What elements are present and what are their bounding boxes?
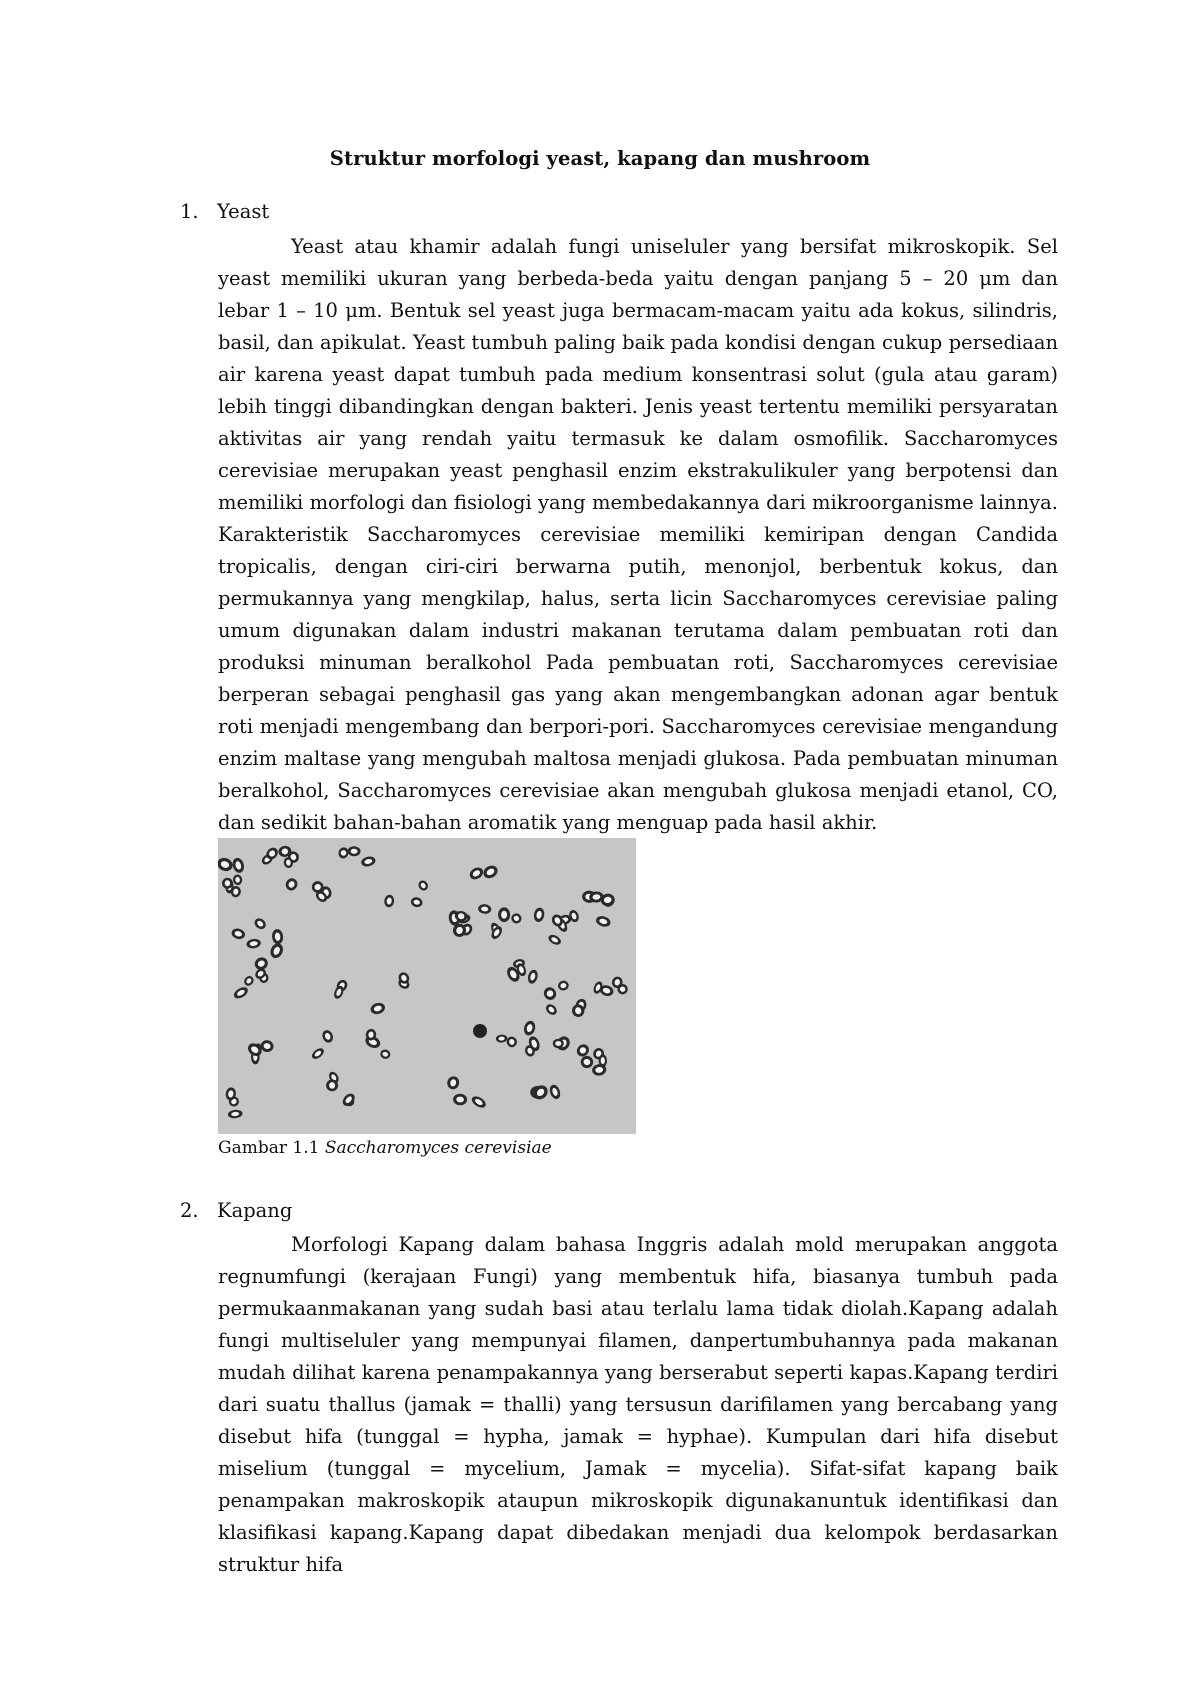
paragraph-kapang: Morfologi Kapang dalam bahasa Inggris adalah mold merupakan anggota regnumfungi (kerajaan Fungi) yang membentuk hifa, biasanya tumbuh pada permukaanmakanan yang sudah basi atau terlalu lama tidak diolah.Kapang adalah fungi multiseluler yang mempunyai filamen, danpertumbuhannya pada makanan mudah dilihat karena penampakannya yang berserabut seperti kapas.Kapang terdiri dari suatu thallus (jamak = thalli) yang tersusun darifilamen yang bercabang yang disebut hifa (tunggal = hypha, jamak = hyphae). Kumpulan dari hifa disebut miselium (tunggal = mycelium, Jamak = mycelia). Sifat-sifat kapang baik penampakan makroskopik ataupun mikroskopik digunakanuntuk identifikasi dan klasifikasi kapang.Kapang dapat dibedakan menjadi dua kelompok berdasarkan struktur hifa bbox=[218, 1233, 1058, 1576]
section-title: Kapang bbox=[217, 1199, 293, 1222]
yeast-cell bbox=[498, 907, 510, 922]
section-number: 2. bbox=[180, 1199, 199, 1222]
debris-spot bbox=[473, 1024, 487, 1038]
document-title: Struktur morfologi yeast, kapang dan mushroom bbox=[329, 147, 871, 170]
section-heading-kapang bbox=[180, 1199, 292, 1222]
caption-species: Saccharomyces cerevisiae bbox=[324, 1138, 552, 1158]
caption-label: Gambar 1.1 bbox=[218, 1138, 320, 1158]
section-heading-yeast bbox=[180, 200, 269, 223]
yeast-cell bbox=[553, 1039, 564, 1048]
paragraph-yeast: Yeast atau khamir adalah fungi uniseluler yang bersifat mikroskopik. Sel yeast memiliki ukuran yang berbeda-beda yaitu dengan panjang 5 – 20 μm dan lebar 1 – 10 μm. Bentuk sel yeast juga bermacam-macam yaitu ada kokus, silindris, basil, dan apikulat. Yeast tumbuh paling baik pada kondisi dengan cukup persediaan air karena yeast dapat tumbuh pada medium konsentrasi solut (gula atau garam) lebih tinggi dibandingkan dengan bakteri. Jenis yeast tertentu memiliki persyaratan aktivitas air yang rendah yaitu termasuk ke dalam osmofilik. Saccharomyces cerevisiae merupakan yeast penghasil enzim ekstrakulikuler yang berpotensi dan memiliki morfologi dan fisiologi yang membedakannya dari mikroorganisme lainnya. Karakteristik Saccharomyces cerevisiae memiliki kemiripan dengan Candida tropicalis, dengan ciri-ciri berwarna putih, menonjol, berbentuk kokus, dan permukannya yang mengkilap, halus, serta licin Saccharomyces cerevisiae paling umum digunakan dalam industri makanan terutama dalam pembuatan roti dan produksi minuman beralkohol Pada pembuatan roti, Saccharomyces cerevisiae berperan sebagai penghasil gas yang akan mengembangkan adonan agar bentuk roti menjadi mengembang dan berpori-pori. Saccharomyces cerevisiae mengandung enzim maltase yang mengubah maltosa menjadi glukosa. Pada pembuatan minuman beralkohol, Saccharomyces cerevisiae akan mengubah glukosa menjadi etanol, CO, dan sedikit bahan-bahan aromatik yang menguap pada hasil akhir. bbox=[218, 235, 1058, 834]
section-title: Yeast bbox=[217, 200, 270, 223]
yeast-micrograph-image bbox=[218, 838, 636, 1134]
section-number: 1. bbox=[180, 200, 199, 223]
figure-caption bbox=[218, 1138, 552, 1158]
micrograph-drawing bbox=[218, 838, 636, 1134]
